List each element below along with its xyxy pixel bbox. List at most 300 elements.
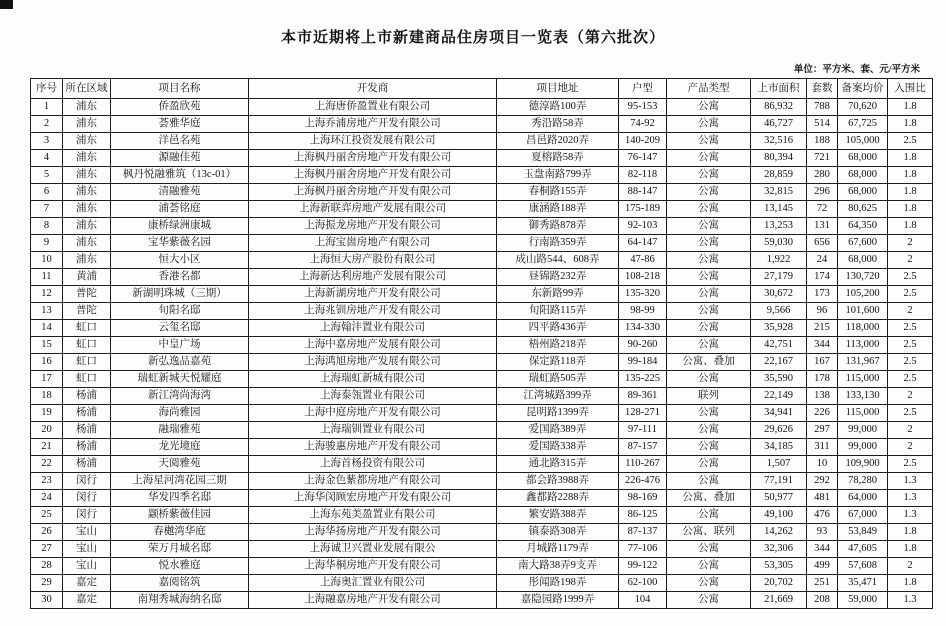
table-cell: 28,859: [751, 167, 807, 184]
table-cell: 14,262: [751, 524, 807, 541]
table-cell: 46,727: [751, 116, 807, 133]
table-cell: 公寓: [667, 592, 751, 609]
table-cell: 92-103: [619, 218, 667, 235]
table-cell: 128-271: [619, 405, 667, 422]
column-header: 序号: [31, 79, 63, 99]
table-cell: 公寓: [667, 184, 751, 201]
table-cell: 公寓: [667, 371, 751, 388]
table-cell: 2: [888, 439, 933, 456]
table-cell: 闵行: [63, 507, 111, 524]
table-cell: 62-100: [619, 575, 667, 592]
column-header: 套数: [807, 79, 838, 99]
table-cell: 保定路118弄: [497, 354, 619, 371]
table-cell: 成山路544、608弄: [497, 252, 619, 269]
table-cell: 瑞虹新城天悦耀庭: [111, 371, 249, 388]
table-cell: 2.5: [888, 371, 933, 388]
table-cell: 上海宝崮房地产有限公司: [249, 235, 497, 252]
table-cell: 公寓: [667, 405, 751, 422]
table-cell: 上海振龙房地产开发有限公司: [249, 218, 497, 235]
table-cell: 上海骏惠房地产开发有限公司: [249, 439, 497, 456]
column-header: 项目地址: [497, 79, 619, 99]
table-cell: 115,000: [838, 405, 888, 422]
table-cell: 90-260: [619, 337, 667, 354]
table-cell: 都会路3988弄: [497, 473, 619, 490]
table-cell: 公寓: [667, 337, 751, 354]
table-cell: 32,815: [751, 184, 807, 201]
table-cell: 公寓、叠加: [667, 490, 751, 507]
table-cell: 1.8: [888, 184, 933, 201]
table-cell: 公寓: [667, 320, 751, 337]
table-cell: 113,000: [838, 337, 888, 354]
table-cell: 57,608: [838, 558, 888, 575]
table-cell: 春樾湾华庭: [111, 524, 249, 541]
table-cell: 梧州路218弄: [497, 337, 619, 354]
table-row: [31, 167, 933, 184]
table-cell: 上海中庭房地产开发有限公司: [249, 405, 497, 422]
table-cell: 226: [807, 405, 838, 422]
table-cell: 海尚雅园: [111, 405, 249, 422]
table-cell: 浦东: [63, 235, 111, 252]
table-cell: 2: [888, 388, 933, 405]
table-cell: 公寓: [667, 235, 751, 252]
table-cell: 浦东: [63, 99, 111, 116]
table-cell: 四平路436弄: [497, 320, 619, 337]
table-cell: 嘉定: [63, 575, 111, 592]
table-cell: 59,030: [751, 235, 807, 252]
table-cell: 476: [807, 507, 838, 524]
column-header: 所在区域: [63, 79, 111, 99]
table-row: [31, 456, 933, 473]
table-cell: 2.5: [888, 456, 933, 473]
housing-projects-table: [30, 78, 933, 609]
table-cell: 枫丹悦融雅筑（13c-01）: [111, 167, 249, 184]
table-cell: 105,200: [838, 286, 888, 303]
table-cell: 镇泰路308弄: [497, 524, 619, 541]
table-row: [31, 439, 933, 456]
table-cell: 上海奥汇置业有限公司: [249, 575, 497, 592]
table-cell: 颛桥紫薇佳园: [111, 507, 249, 524]
table-row: [31, 269, 933, 286]
table-cell: 173: [807, 286, 838, 303]
table-cell: 13: [31, 303, 63, 320]
table-cell: 公寓、叠加: [667, 354, 751, 371]
table-row: [31, 252, 933, 269]
table-cell: 12: [31, 286, 63, 303]
table-cell: 68,000: [838, 167, 888, 184]
table-cell: 上海华桐房地产开发有限公司: [249, 558, 497, 575]
table-cell: 101,600: [838, 303, 888, 320]
table-cell: 47,605: [838, 541, 888, 558]
table-row: [31, 490, 933, 507]
table-cell: 1.8: [888, 218, 933, 235]
table-cell: 爱国路338弄: [497, 439, 619, 456]
table-cell: 杨浦: [63, 422, 111, 439]
table-cell: 296: [807, 184, 838, 201]
table-cell: 公寓: [667, 286, 751, 303]
table-cell: 21: [31, 439, 63, 456]
table-row: [31, 235, 933, 252]
table-cell: 135-320: [619, 286, 667, 303]
table-cell: 2.5: [888, 286, 933, 303]
table-cell: 77-106: [619, 541, 667, 558]
page-title: 本市近期将上市新建商品住房项目一览表（第六批次）: [280, 30, 665, 46]
column-header: 备案均价: [838, 79, 888, 99]
table-cell: 6: [31, 184, 63, 201]
table-cell: 47-86: [619, 252, 667, 269]
table-row: [31, 99, 933, 116]
table-cell: 1.3: [888, 592, 933, 609]
column-header: 开发商: [249, 79, 497, 99]
table-cell: 春桐路155弄: [497, 184, 619, 201]
table-cell: 138: [807, 388, 838, 405]
table-cell: 恒大小区: [111, 252, 249, 269]
table-row: [31, 575, 933, 592]
table-cell: 11: [31, 269, 63, 286]
table-cell: 53,849: [838, 524, 888, 541]
table-cell: 134-330: [619, 320, 667, 337]
table-cell: 上海瑞钏置业有限公司: [249, 422, 497, 439]
table-cell: 1.8: [888, 150, 933, 167]
table-cell: 2: [888, 422, 933, 439]
table-cell: 上海诚卫兴置业发展有限公: [249, 541, 497, 558]
table-cell: 南翔秀城海纳名邸: [111, 592, 249, 609]
table-cell: 21,669: [751, 592, 807, 609]
table-cell: 788: [807, 99, 838, 116]
table-cell: 杨浦: [63, 405, 111, 422]
table-cell: 1: [31, 99, 63, 116]
column-header: 产品类型: [667, 79, 751, 99]
table-cell: 繁安路388弄: [497, 507, 619, 524]
table-row: [31, 592, 933, 609]
table-cell: 杨浦: [63, 388, 111, 405]
table-cell: 13,253: [751, 218, 807, 235]
table-cell: 上海瑞虹新城有限公司: [249, 371, 497, 388]
table-cell: 98-169: [619, 490, 667, 507]
table-cell: 行南路359弄: [497, 235, 619, 252]
table-cell: 1.8: [888, 201, 933, 218]
table-cell: 1.3: [888, 490, 933, 507]
table-cell: 9,566: [751, 303, 807, 320]
table-cell: 10: [31, 252, 63, 269]
table-cell: 2.5: [888, 269, 933, 286]
table-cell: 公寓: [667, 167, 751, 184]
table-cell: 公寓: [667, 439, 751, 456]
table-cell: 5: [31, 167, 63, 184]
table-cell: 上海融嘉房地产开发有限公司: [249, 592, 497, 609]
table-cell: 昆明路1399弄: [497, 405, 619, 422]
table-cell: 514: [807, 116, 838, 133]
table-cell: 旬阳名邸: [111, 303, 249, 320]
table-cell: 70,620: [838, 99, 888, 116]
table-cell: 上海华闵顾宏房地产开发有限公司: [249, 490, 497, 507]
table-cell: 虹口: [63, 371, 111, 388]
table-row: [31, 422, 933, 439]
table-cell: 东新路99弄: [497, 286, 619, 303]
table-cell: 嘉隐园路1999弄: [497, 592, 619, 609]
table-cell: 7: [31, 201, 63, 218]
table-cell: 14: [31, 320, 63, 337]
table-cell: 64,000: [838, 490, 888, 507]
table-cell: 虹口: [63, 354, 111, 371]
table-cell: 89-361: [619, 388, 667, 405]
table-cell: 29,626: [751, 422, 807, 439]
column-header: 上市面积: [751, 79, 807, 99]
table-cell: 18: [31, 388, 63, 405]
table-cell: 浦东: [63, 167, 111, 184]
table-cell: 97-111: [619, 422, 667, 439]
table-cell: 1.8: [888, 575, 933, 592]
table-cell: 浦荟铭庭: [111, 201, 249, 218]
table-cell: 26: [31, 524, 63, 541]
table-cell: 72: [807, 201, 838, 218]
table-cell: 32,516: [751, 133, 807, 150]
table-cell: 226-476: [619, 473, 667, 490]
table-cell: 87-157: [619, 439, 667, 456]
column-header: 户型: [619, 79, 667, 99]
table-row: [31, 218, 933, 235]
table-cell: 源融佳苑: [111, 150, 249, 167]
table-cell: 80,625: [838, 201, 888, 218]
table-cell: 87-137: [619, 524, 667, 541]
table-cell: 康涵路188弄: [497, 201, 619, 218]
table-cell: 99-184: [619, 354, 667, 371]
table-cell: 19: [31, 405, 63, 422]
table-cell: 27,179: [751, 269, 807, 286]
table-cell: 344: [807, 337, 838, 354]
table-cell: 78,280: [838, 473, 888, 490]
table-cell: 481: [807, 490, 838, 507]
scan-artifact: [0, 0, 13, 9]
table-header-row: [31, 79, 933, 99]
table-cell: 玉盘南路799弄: [497, 167, 619, 184]
table-cell: 上海新湖房地产开发有限公司: [249, 286, 497, 303]
table-cell: 59,000: [838, 592, 888, 609]
table-row: [31, 388, 933, 405]
table-cell: 闵行: [63, 490, 111, 507]
table-cell: 9: [31, 235, 63, 252]
table-cell: 68,000: [838, 184, 888, 201]
table-cell: 104: [619, 592, 667, 609]
table-cell: 118,000: [838, 320, 888, 337]
table-cell: 86,932: [751, 99, 807, 116]
table-cell: 311: [807, 439, 838, 456]
table-cell: 24: [31, 490, 63, 507]
table-row: [31, 286, 933, 303]
table-cell: 浦东: [63, 252, 111, 269]
table-cell: 爱国路389弄: [497, 422, 619, 439]
table-cell: 南大路38弄9支弄: [497, 558, 619, 575]
table-cell: 76-147: [619, 150, 667, 167]
table-cell: 174: [807, 269, 838, 286]
table-cell: 浦东: [63, 116, 111, 133]
table-cell: 215: [807, 320, 838, 337]
table-cell: 2: [888, 558, 933, 575]
table-cell: 86-125: [619, 507, 667, 524]
table-cell: 344: [807, 541, 838, 558]
table-cell: 22,167: [751, 354, 807, 371]
table-cell: 旬阳路115弄: [497, 303, 619, 320]
table-cell: 上海鸿旭房地产发展有限公司: [249, 354, 497, 371]
table-cell: 29: [31, 575, 63, 592]
table-cell: 93: [807, 524, 838, 541]
table-row: [31, 184, 933, 201]
table-row: [31, 473, 933, 490]
table-cell: 15: [31, 337, 63, 354]
table-cell: 华发四季名邸: [111, 490, 249, 507]
table-cell: 175-189: [619, 201, 667, 218]
table-cell: 115,000: [838, 371, 888, 388]
table-cell: 宝华紫薇名园: [111, 235, 249, 252]
table-cell: 98-99: [619, 303, 667, 320]
table-cell: 30,672: [751, 286, 807, 303]
table-cell: 135-225: [619, 371, 667, 388]
table-cell: 嘉阅铭筑: [111, 575, 249, 592]
table-cell: 2: [888, 303, 933, 320]
table-cell: 88-147: [619, 184, 667, 201]
table-cell: 1,507: [751, 456, 807, 473]
table-cell: 22,149: [751, 388, 807, 405]
table-cell: 夏榕路58弄: [497, 150, 619, 167]
table-cell: 10: [807, 456, 838, 473]
table-cell: 53,305: [751, 558, 807, 575]
table-cell: 中皇广场: [111, 337, 249, 354]
table-row: [31, 150, 933, 167]
table-cell: 上海首杨投资有限公司: [249, 456, 497, 473]
table-cell: 侨盈欣苑: [111, 99, 249, 116]
table-cell: 721: [807, 150, 838, 167]
table-cell: 77,191: [751, 473, 807, 490]
table-cell: 云玺名邸: [111, 320, 249, 337]
table-cell: 公寓: [667, 269, 751, 286]
table-cell: 上海中嘉房地产发展有限公司: [249, 337, 497, 354]
table-cell: 瑞虹路505弄: [497, 371, 619, 388]
table-cell: 公寓: [667, 422, 751, 439]
table-cell: 公寓、联列: [667, 524, 751, 541]
table-cell: 2: [888, 235, 933, 252]
table-cell: 御秀路878弄: [497, 218, 619, 235]
table-cell: 13,145: [751, 201, 807, 218]
table-cell: 上海枫丹丽舍房地产开发有限公司: [249, 150, 497, 167]
table-cell: 24: [807, 252, 838, 269]
table-cell: 月城路1179弄: [497, 541, 619, 558]
table-cell: 28: [31, 558, 63, 575]
table-cell: 洋邑名苑: [111, 133, 249, 150]
table-cell: 上海新联弈房地产发展有限公司: [249, 201, 497, 218]
table-cell: 普陀: [63, 303, 111, 320]
table-row: [31, 541, 933, 558]
table-cell: 浦东: [63, 218, 111, 235]
table-cell: 34,941: [751, 405, 807, 422]
table-cell: 99,000: [838, 439, 888, 456]
table-cell: 昌邑路2020弄: [497, 133, 619, 150]
table-cell: 27: [31, 541, 63, 558]
table-cell: 1.3: [888, 507, 933, 524]
table-cell: 1.8: [888, 541, 933, 558]
column-header: 项目名称: [111, 79, 249, 99]
table-cell: 上海翰沣置业有限公司: [249, 320, 497, 337]
table-cell: 浦东: [63, 150, 111, 167]
unit-note: 单位：平方米、套、元/平方米: [793, 65, 920, 75]
table-cell: 95-153: [619, 99, 667, 116]
table-cell: 178: [807, 371, 838, 388]
table-row: [31, 558, 933, 575]
table-cell: 上海枫丹丽舍房地产开发有限公司: [249, 167, 497, 184]
table-cell: 35,590: [751, 371, 807, 388]
table-cell: 公寓: [667, 150, 751, 167]
table-cell: 3: [31, 133, 63, 150]
table-cell: 32,306: [751, 541, 807, 558]
table-row: [31, 524, 933, 541]
table-cell: 浦东: [63, 133, 111, 150]
table-cell: 25: [31, 507, 63, 524]
table-cell: 67,725: [838, 116, 888, 133]
table-cell: 普陀: [63, 286, 111, 303]
table-cell: 新湖明珠城（三期）: [111, 286, 249, 303]
table-cell: 68,000: [838, 252, 888, 269]
table-cell: 融瑞雅苑: [111, 422, 249, 439]
table-cell: 167: [807, 354, 838, 371]
table-cell: 499: [807, 558, 838, 575]
table-cell: 昼锦路232弄: [497, 269, 619, 286]
table-cell: 2.5: [888, 354, 933, 371]
table-cell: 208: [807, 592, 838, 609]
table-cell: 上海枫丹丽舍房地产开发有限公司: [249, 184, 497, 201]
table-cell: 公寓: [667, 575, 751, 592]
column-header: 入围比: [888, 79, 933, 99]
table-cell: 251: [807, 575, 838, 592]
table-cell: 荣万月城名邸: [111, 541, 249, 558]
table-cell: 34,185: [751, 439, 807, 456]
table-cell: 上海唐侨盈置业有限公司: [249, 99, 497, 116]
table-cell: 96: [807, 303, 838, 320]
table-cell: 280: [807, 167, 838, 184]
table-cell: 20,702: [751, 575, 807, 592]
table-cell: 公寓: [667, 218, 751, 235]
table-cell: 140-209: [619, 133, 667, 150]
table-cell: 上海环江投资发展有限公司: [249, 133, 497, 150]
table-cell: 公寓: [667, 133, 751, 150]
table-row: [31, 405, 933, 422]
table-cell: 2: [888, 252, 933, 269]
table-cell: 99-122: [619, 558, 667, 575]
table-cell: 秀沿路58弄: [497, 116, 619, 133]
table-cell: 17: [31, 371, 63, 388]
table-cell: 16: [31, 354, 63, 371]
table-cell: 82-118: [619, 167, 667, 184]
table-cell: 109,900: [838, 456, 888, 473]
table-cell: 上海金色紫都房地产有限公司: [249, 473, 497, 490]
table-cell: 2: [31, 116, 63, 133]
table-cell: 虹口: [63, 320, 111, 337]
table-cell: 新弘逸品嘉苑: [111, 354, 249, 371]
table-cell: 上海兆钏房地产开发有限公司: [249, 303, 497, 320]
table-cell: 浦东: [63, 201, 111, 218]
table-cell: 131,967: [838, 354, 888, 371]
table-row: [31, 116, 933, 133]
table-cell: 闵行: [63, 473, 111, 490]
table-cell: 江湾城路399弄: [497, 388, 619, 405]
table-row: [31, 320, 933, 337]
table-cell: 黄浦: [63, 269, 111, 286]
table-cell: 8: [31, 218, 63, 235]
table-cell: 1.3: [888, 473, 933, 490]
table-cell: 35,471: [838, 575, 888, 592]
table-cell: 108-218: [619, 269, 667, 286]
table-cell: 4: [31, 150, 63, 167]
table-cell: 2.5: [888, 337, 933, 354]
table-cell: 23: [31, 473, 63, 490]
table-cell: 鑫都路2288弄: [497, 490, 619, 507]
